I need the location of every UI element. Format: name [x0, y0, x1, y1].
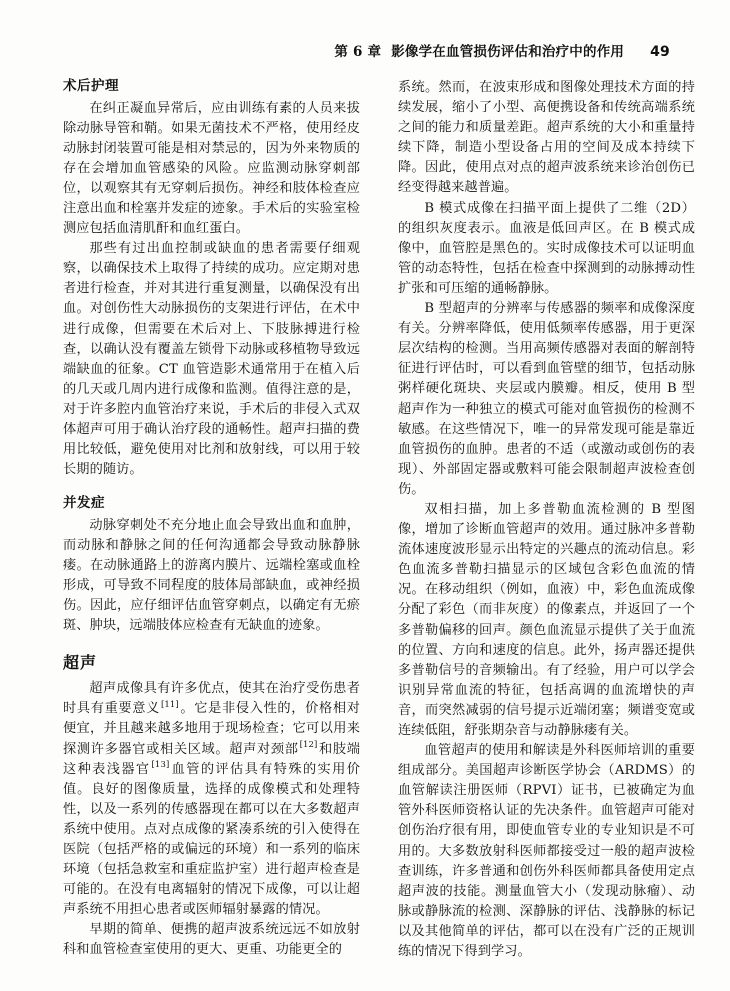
heading-ultrasound: 超声 [63, 653, 98, 673]
paragraph-ultrasound-2: 早期的简单、便携的超声波系统远远不如放射科和血管检查室使用的更大、更重、功能更全的 [63, 922, 360, 958]
paragraph-ultrasound-1 [63, 679, 360, 920]
heading-postoperative-care: 术后护理 [63, 78, 119, 94]
paragraph-right-1: 系统。然而，在波束形成和图像处理技术方面的持续发展，缩小了小型、高便携设备和传统高端系统之间的能力和质量差距。超声系统的大小和重量持续下降，制造小型设备占用的空间及成本持续下降。因此，使用点对点的超声波系统来诊治创伤已经变得越来越普遍。 [398, 80, 695, 196]
paragraph-ultrasound-1-part-b: 。它是非侵入性的，价格相对便宜，并且越来越多地用于现场检查；它可以用来探测许多器官或相关区域。超声对颈部 [63, 701, 360, 757]
paragraph-ultrasound-1-part-d: 血管的评估具有特殊的实用价值。良好的图像质量，选择的成像模式和处理特性，以及一系列的传感器现在都可以在大多数超声系统中使用。点对点成像的紧凑系统的引入使得在医院（包括严格的或偏远的环境）和一系列的临床环境（包括急救室和重症监护室）进行超声检查是可能的。在没有电离辐射的情况下成像，可以让超声系统不用担心患者或医师辐射暴露的情况。 [63, 761, 360, 918]
paragraph-postop-1: 在纠正凝血异常后，应由训练有素的人员来拔除动脉导管和鞘。如果无菌技术不严格，使用经皮动脉封闭装置可能是相对禁忌的，因为外来物质的存在会增加血管感染的风险。应监测动脉穿刺部位，以观察其有无穿刺后损伤。神经和肢体检查应注意出血和栓塞并发症的迹象。手术后的实验室检测应包括血清肌酐和血红蛋白。 [63, 100, 360, 237]
chapter-number: 第 6 章 [334, 44, 382, 60]
paragraph-right-4: 双相扫描，加上多普勒血流检测的 B 型图像，增加了诊断血管超声的效用。通过脉冲多普勒流体速度波形显示出特定的兴趣点的流动信息。彩色血流多普勒扫描显示的区域包含彩色血流的情况。在移动组织（例如，血液）中，彩色血流成像分配了彩色（而非灰度）的像素点，并返回了一个多普勒偏移的回声。颜色血流显示提供了关于血流的位置、方向和速度的信息。此外，扬声器还提供多普勒信号的音频输出。有了经验，用户可以学会识别异常血流的特征，包括高调的血流增快的声音，而突然减弱的信号提示近端闭塞；频谱变宽或连续低阻，舒张期杂音与动静脉瘘有关。 [398, 501, 695, 738]
right-column [398, 78, 695, 961]
paragraph-right-2: B 模式成像在扫描平面上提供了二维（2D）的组织灰度表示。血液是低回声区。在 B 模式成像中，血管腔是黑色的。实时成像技术可以证明血管的动态特性，包括在检查中探测到的动脉搏动性扩张和可压缩的通畅静脉。 [398, 200, 695, 296]
chapter-title: 影像学在血管损伤评估和治疗中的作用 [391, 44, 625, 60]
running-header [70, 40, 670, 62]
paragraph-ultrasound-1-part-c: 和肢端这种表浅器官 [63, 741, 360, 777]
paragraph-right-5: 血管超声的使用和解读是外科医师培训的重要组成部分。美国超声诊断医学协会（ARDMS）的血管解读注册医师（RPVI）证书，已被确定为血管外科医师资格认证的先决条件。血管超声可能对创伤治疗很有用，即使血管专业的专业知识是不可用的。大多数放射科医师都接受过一般的超声波检查训练，许多普通和创伤外科医师都具备使用定点超声波的技能。测量血管大小（发现动脉瘤）、动脉或静脉流的检测、深静脉的评估、浅静脉的标记以及其他简单的评估，都可以在没有广泛的正规训练的情况下得到学习。 [398, 743, 695, 960]
left-column [63, 78, 360, 961]
body-columns [63, 78, 695, 961]
paragraph-complications-1: 动脉穿刺处不充分地止血会导致出血和血肿，而动脉和静脉之间的任何沟通都会导致动脉静脉瘘。在动脉通路上的游离内膜片、远端栓塞或血栓形成，可导致不同程度的肢体局部缺血，或神经损伤。因此，应仔细评估血管穿刺点，以确定有无瘀斑、肿块，远端肢体应检查有无缺血的迹象。 [63, 517, 360, 634]
reference-marker-11: [11] [161, 699, 179, 710]
reference-marker-13: [13] [151, 760, 170, 771]
heading-complications: 并发症 [63, 495, 105, 512]
paragraph-right-3: B 型超声的分辨率与传感器的频率和成像深度有关。分辨率降低，使用低频率传感器，用于更深层次结构的检测。当用高频传感器对表面的解剖特征进行评估时，可以看到血管壁的细节，包括动脉粥样硬化斑块、夹层或内膜瓣。相反，使用 B 型超声作为一种独立的模式可能对血管损伤的检测不敏感。在这些情况下，唯一的异常发现可能是靠近血管损伤的血肿。患者的不适（或激动或创伤的表现）、外部固定器或敷料可能会限制超声波检查创伤。 [398, 301, 695, 497]
paragraph-ultrasound-1-part-a: 超声成像具有许多优点，使其在治疗受伤患者时具有重要意义 [63, 681, 360, 717]
page-number: 49 [650, 44, 670, 60]
paragraph-postop-2: 那些有过出血控制或缺血的患者需要仔细观察，以确保技术上取得了持续的成功。应定期对患者进行检查，并对其进行重复测量，以确保没有出血。对创伤性大动脉损伤的支架进行评估，在术中进行成像，但需要在术后对上、下肢脉搏进行检查，以确认没有覆盖左锁骨下动脉或移植物导致远端缺血的征象。CT 血管造影术通常用于在植入后的几天或几周内进行成像和监测。值得注意的是，对于许多腔内血管治疗来说，手术后的非侵入式双体超声可用于确认治疗段的通畅性。超声扫描的费用比较低，避免使用对比剂和放射线，可以用于较长期的随访。 [63, 241, 360, 478]
reference-marker-12: [12] [299, 740, 318, 751]
